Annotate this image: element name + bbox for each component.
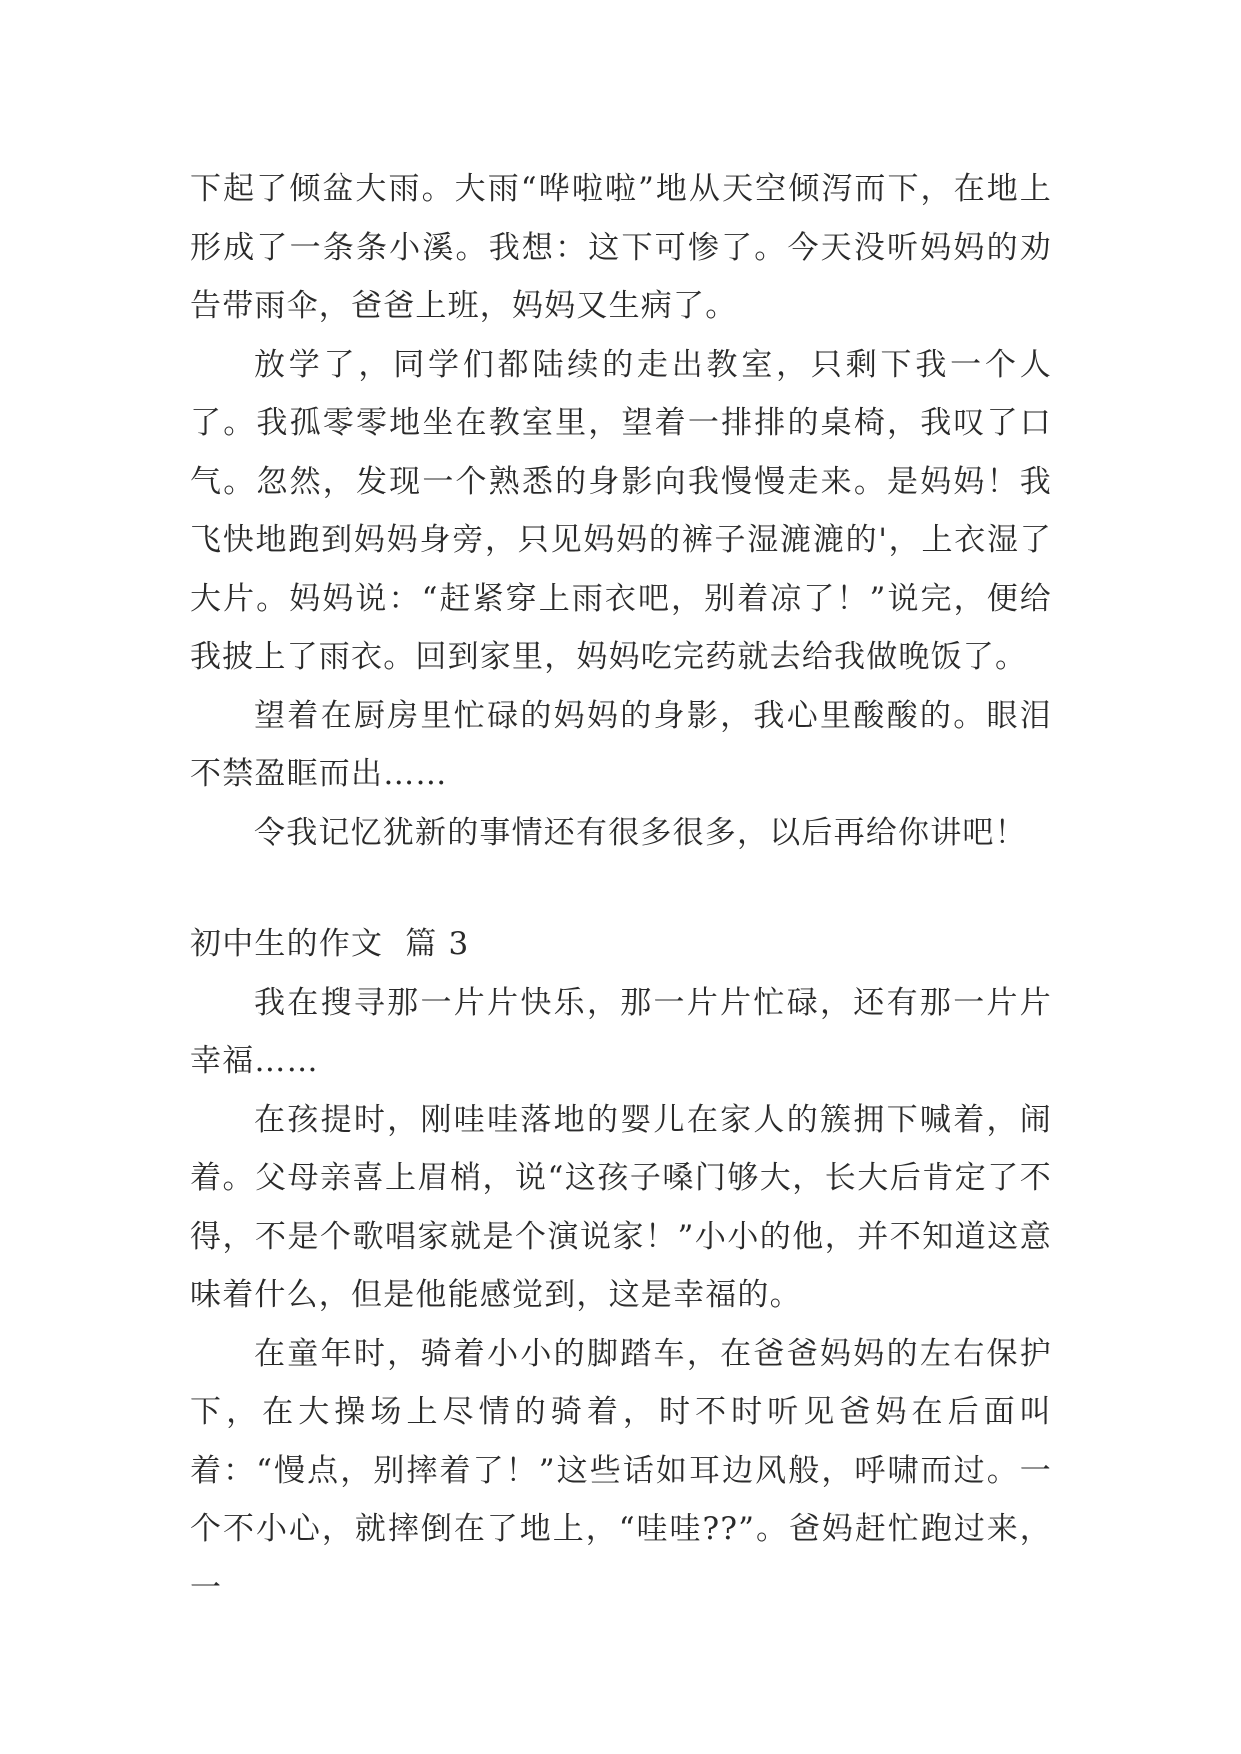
section-heading: 初中生的作文 篇 3 bbox=[190, 926, 470, 962]
paragraph: 我在搜寻那一片片快乐，那一片片忙碌，还有那一片片幸福…… bbox=[190, 984, 1052, 1079]
paragraph: 令我记忆犹新的事情还有很多很多，以后再给你讲吧！ bbox=[254, 814, 1027, 851]
paragraph: 放学了，同学们都陆续的走出教室，只剩下我一个人了。我孤零零地坐在教室里，望着一排排的桌椅，我叹了口气。忽然，发现一个熟悉的身影向我慢慢走来。是妈妈！我飞快地跑到妈妈身旁，只见妈妈的裤子湿漉漉的'，上衣湿了大片。妈妈说：“赶紧穿上雨衣吧，别着凉了！”说完，便给我披上了雨衣。回到家里，妈妈吃完药就去给我做晚饭了。 bbox=[190, 346, 1052, 675]
paragraph: 在童年时，骑着小小的脚踏车，在爸爸妈妈的左右保护下，在大操场上尽情的骑着，时不时听见爸妈在后面叫着：“慢点，别摔着了！”这些话如耳边风般，呼啸而过。一个不小心，就摔倒在了地上，“哇哇??”。爸妈赶忙跑过来，一 bbox=[190, 1335, 1052, 1606]
paragraph: 望着在厨房里忙碌的妈妈的身影，我心里酸酸的。眼泪不禁盈眶而出…… bbox=[190, 697, 1052, 792]
document-body bbox=[190, 160, 1052, 1617]
paragraph: 下起了倾盆大雨。大雨“哗啦啦”地从天空倾泻而下，在地上形成了一条条小溪。我想：这下可惨了。今天没听妈妈的劝告带雨伞，爸爸上班，妈妈又生病了。 bbox=[190, 171, 1052, 324]
paragraph: 在孩提时，刚哇哇落地的婴儿在家人的簇拥下喊着，闹着。父母亲喜上眉梢，说“这孩子嗓门够大，长大后肯定了不得，不是个歌唱家就是个演说家！”小小的他，并不知道这意味着什么，但是他能感觉到，这是幸福的。 bbox=[190, 1101, 1052, 1313]
